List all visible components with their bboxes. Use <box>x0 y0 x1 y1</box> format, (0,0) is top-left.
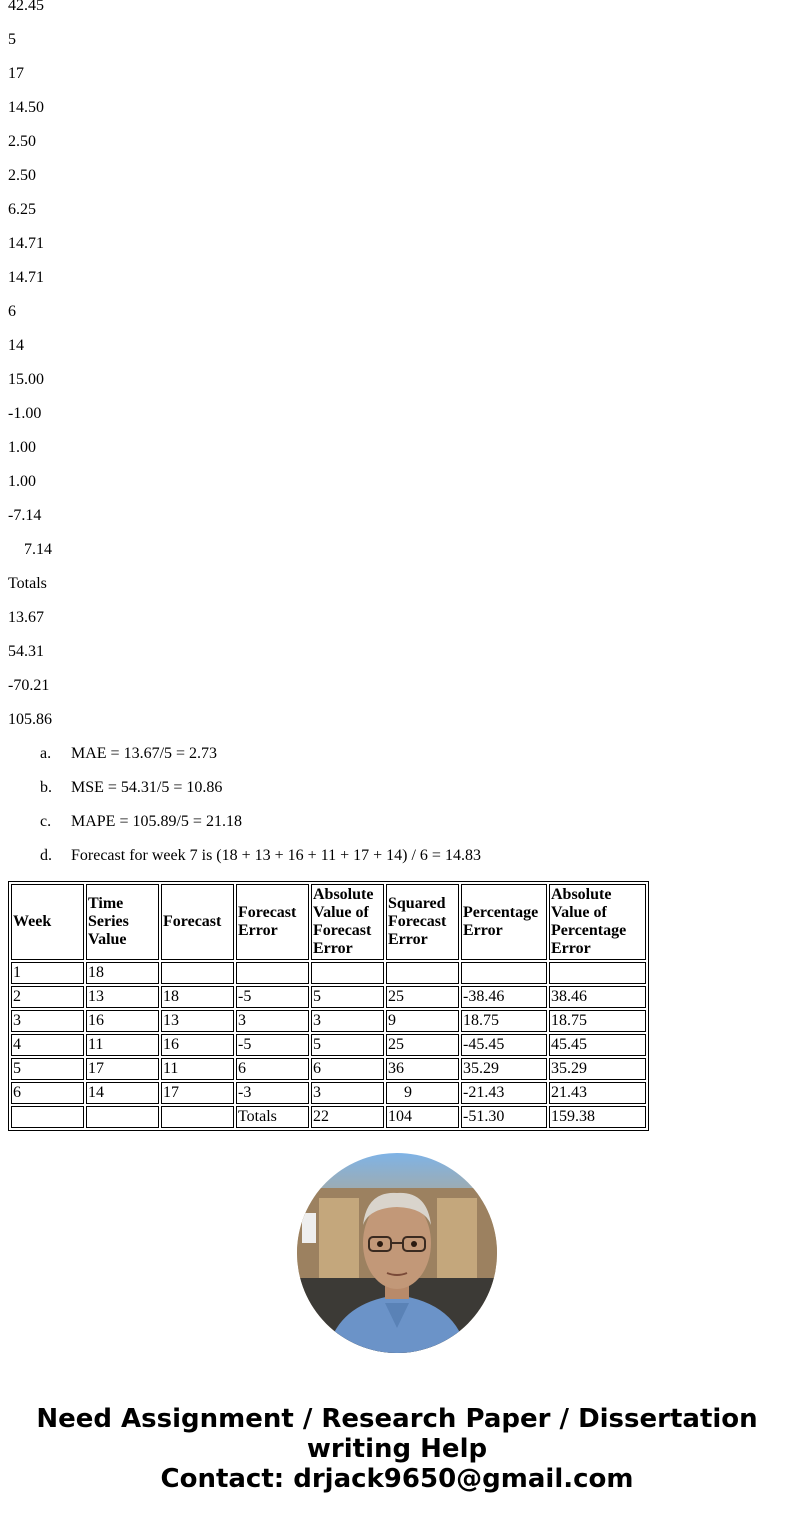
table-cell: 159.38 <box>549 1106 646 1128</box>
table-cell: 6 <box>311 1058 384 1080</box>
table-cell: 16 <box>161 1034 234 1056</box>
value-line: 2.50 <box>8 133 36 150</box>
table-cell: 3 <box>311 1082 384 1104</box>
forecast-table <box>8 881 649 1131</box>
table-cell: Totals <box>236 1106 309 1128</box>
table-cell: 6 <box>236 1058 309 1080</box>
table-cell <box>549 962 646 984</box>
column-header: Absolute Value of Forecast Error <box>311 884 384 960</box>
column-header: Percentage Error <box>461 884 547 960</box>
answer-marker: c. <box>40 813 52 830</box>
table-cell: 21.43 <box>549 1082 646 1104</box>
table-cell <box>11 1106 84 1128</box>
table-cell <box>86 1106 159 1128</box>
table-cell: 16 <box>86 1010 159 1032</box>
value-line: -1.00 <box>8 405 42 422</box>
value-line: -70.21 <box>8 677 50 694</box>
answer-text: Forecast for week 7 is (18 + 13 + 16 + 11 + 17 + 14) / 6 = 14.83 <box>71 847 481 864</box>
answer-text: MAE = 13.67/5 = 2.73 <box>71 745 218 762</box>
table-row <box>11 962 646 984</box>
table-cell: 5 <box>11 1058 84 1080</box>
table-cell: 5 <box>311 986 384 1008</box>
value-line: 17 <box>8 65 24 82</box>
value-line: 7.14 <box>8 541 52 558</box>
answer-item <box>40 744 217 764</box>
value-line: 14.71 <box>8 235 44 252</box>
value-line: 2.50 <box>8 167 36 184</box>
table-cell <box>461 962 547 984</box>
value-line: 13.67 <box>8 609 44 626</box>
table-cell: 38.46 <box>549 986 646 1008</box>
cta-line-2: writing Help <box>306 1434 488 1464</box>
table-body <box>11 962 646 1128</box>
table-cell: 18.75 <box>461 1010 547 1032</box>
table-cell: -45.45 <box>461 1034 547 1056</box>
answer-item <box>40 846 481 866</box>
table-row <box>11 1106 646 1128</box>
table-cell: 18.75 <box>549 1010 646 1032</box>
table-row <box>11 1058 646 1080</box>
column-header: Squared Forecast Error <box>386 884 459 960</box>
value-line: 6 <box>8 303 16 320</box>
value-line: 6.25 <box>8 201 36 218</box>
table-cell: -3 <box>236 1082 309 1104</box>
table-cell: 2 <box>11 986 84 1008</box>
value-line: -7.14 <box>8 507 42 524</box>
value-line: 42.45 <box>8 0 44 14</box>
table-cell <box>311 962 384 984</box>
value-line: 105.86 <box>8 711 52 728</box>
table-cell: 13 <box>161 1010 234 1032</box>
cta-line-1: Need Assignment / Research Paper / Dissertation <box>36 1404 758 1434</box>
table-cell: 18 <box>161 986 234 1008</box>
table-cell: 6 <box>11 1082 84 1104</box>
table-cell: 9 <box>386 1082 459 1104</box>
table-cell <box>161 962 234 984</box>
column-header: Forecast <box>161 884 234 960</box>
table-header-row <box>11 884 646 960</box>
value-line: 14.50 <box>8 99 44 116</box>
value-line: 1.00 <box>8 473 36 490</box>
table-cell: 11 <box>86 1034 159 1056</box>
table-cell: 17 <box>86 1058 159 1080</box>
table-cell: 25 <box>386 986 459 1008</box>
table-cell: 14 <box>86 1082 159 1104</box>
table-row <box>11 986 646 1008</box>
column-header: Absolute Value of Percentage Error <box>549 884 646 960</box>
value-line: 5 <box>8 31 16 48</box>
table-cell <box>386 962 459 984</box>
table-cell: 4 <box>11 1034 84 1056</box>
table-cell: 104 <box>386 1106 459 1128</box>
answer-item <box>40 812 242 832</box>
answer-marker: b. <box>40 779 52 796</box>
value-line: 54.31 <box>8 643 44 660</box>
column-header: Forecast Error <box>236 884 309 960</box>
value-line: Totals <box>8 575 47 592</box>
column-header: Time Series Value <box>86 884 159 960</box>
answer-marker: d. <box>40 847 52 864</box>
answer-text: MSE = 54.31/5 = 10.86 <box>71 779 223 796</box>
answer-text: MAPE = 105.89/5 = 21.18 <box>71 813 242 830</box>
table-cell: 18 <box>86 962 159 984</box>
table-cell: -5 <box>236 986 309 1008</box>
answer-marker: a. <box>40 745 52 762</box>
person-portrait-icon <box>297 1153 497 1353</box>
table-cell: 1 <box>11 962 84 984</box>
cta-contact: Contact: drjack9650@gmail.com <box>160 1464 634 1494</box>
table-cell: 22 <box>311 1106 384 1128</box>
answer-item <box>40 778 222 798</box>
table-cell: 35.29 <box>461 1058 547 1080</box>
table-cell: -51.30 <box>461 1106 547 1128</box>
table-cell: 11 <box>161 1058 234 1080</box>
table-cell: 3 <box>311 1010 384 1032</box>
table-cell: 3 <box>11 1010 84 1032</box>
table-cell: 36 <box>386 1058 459 1080</box>
table-cell: 5 <box>311 1034 384 1056</box>
table-cell: 9 <box>386 1010 459 1032</box>
table-row <box>11 1082 646 1104</box>
value-line: 1.00 <box>8 439 36 456</box>
table-row <box>11 1034 646 1056</box>
table-cell: -38.46 <box>461 986 547 1008</box>
table-cell <box>161 1106 234 1128</box>
value-line: 15.00 <box>8 371 44 388</box>
value-line: 14 <box>8 337 24 354</box>
column-header: Week <box>11 884 84 960</box>
table-cell <box>236 962 309 984</box>
table-cell: 35.29 <box>549 1058 646 1080</box>
table-cell: 13 <box>86 986 159 1008</box>
table-cell: 3 <box>236 1010 309 1032</box>
table-cell: 25 <box>386 1034 459 1056</box>
table-row <box>11 1010 646 1032</box>
author-photo <box>297 1153 497 1353</box>
table-cell: -5 <box>236 1034 309 1056</box>
table-cell: -21.43 <box>461 1082 547 1104</box>
table-cell: 17 <box>161 1082 234 1104</box>
table-cell: 45.45 <box>549 1034 646 1056</box>
value-line: 14.71 <box>8 269 44 286</box>
